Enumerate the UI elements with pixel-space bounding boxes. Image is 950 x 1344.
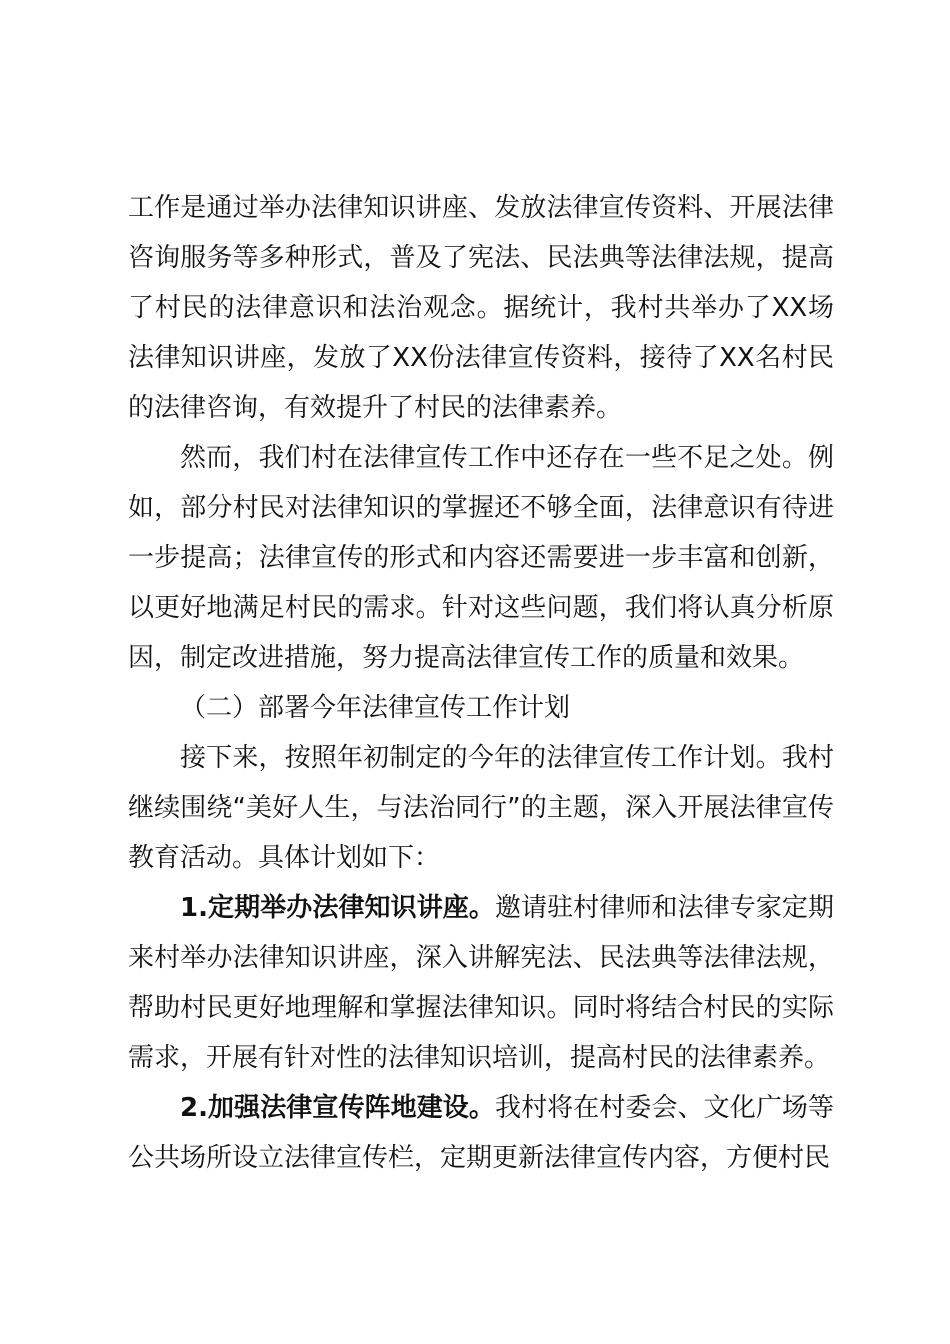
paragraph-work-summary	[128, 183, 834, 433]
plan-item-title: 2.加强法律宣传阵地建设。	[180, 1093, 495, 1123]
plan-item-1	[128, 883, 834, 1083]
section-heading	[128, 683, 834, 733]
section-heading-text: （二）部署今年法律宣传工作计划	[180, 693, 571, 723]
paragraph-plan-intro	[128, 733, 834, 883]
plan-item-title: 1.定期举办法律知识讲座。	[180, 893, 495, 923]
paragraph-shortcomings	[128, 433, 834, 683]
document-body	[128, 183, 834, 1183]
paragraph-text: 接下来，按照年初制定的今年的法律宣传工作计划。我村继续围绕“美好人生，与法治同行”的主题，深入开展法律宣传教育活动。具体计划如下：	[128, 743, 834, 873]
plan-item-2	[128, 1083, 834, 1183]
plan-item-text: 我村将在村委会、文化广场等公共场所设立法律宣传栏，定期更新法律宣传内容，方便村民	[128, 1093, 834, 1173]
paragraph-text: 工作是通过举办法律知识讲座、发放法律宣传资料、开展法律咨询服务等多种形式，普及了宪法、民法典等法律法规，提高了村民的法律意识和法治观念。据统计，我村共举办了XX场法律知识讲座，发放了XX份法律宣传资料，接待了XX名村民的法律咨询，有效提升了村民的法律素养。	[128, 193, 834, 423]
plan-item-text: 邀请驻村律师和法律专家定期来村举办法律知识讲座，深入讲解宪法、民法典等法律法规，帮助村民更好地理解和掌握法律知识。同时将结合村民的实际需求，开展有针对性的法律知识培训，提高村民的法律素养。	[128, 893, 834, 1073]
paragraph-text: 然而，我们村在法律宣传工作中还存在一些不足之处。例如，部分村民对法律知识的掌握还不够全面，法律意识有待进一步提高；法律宣传的形式和内容还需要进一步丰富和创新，以更好地满足村民的需求。针对这些问题，我们将认真分析原因，制定改进措施，努力提高法律宣传工作的质量和效果。	[128, 443, 834, 673]
